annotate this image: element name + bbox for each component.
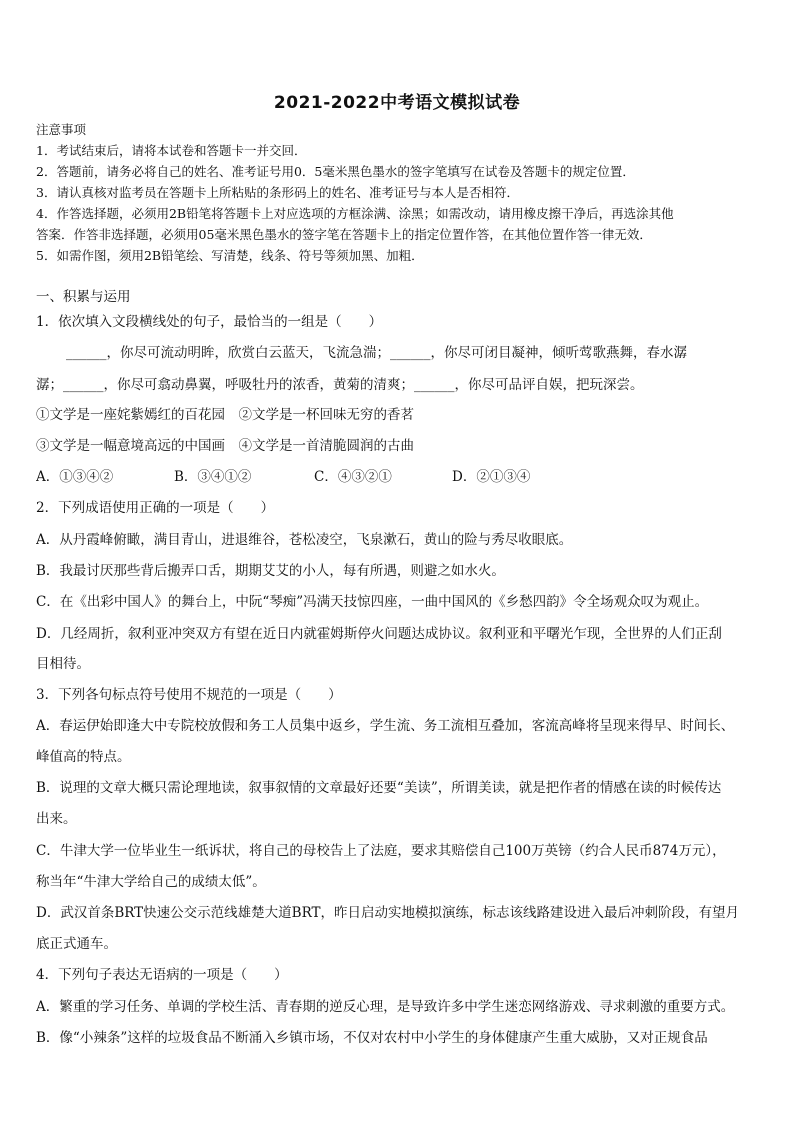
question-2-option-a[interactable]: A．从丹霞峰俯瞰，满目青山，进退维谷，苍松凌空，飞泉漱石，黄山的险与秀尽收眼底。: [36, 532, 573, 548]
notice-item: 2．答题前，请务必将自己的姓名、准考证号用0．5毫米黑色墨水的签字笔填写在试卷及答题卡的规定位置．: [36, 164, 635, 179]
question-3-stem: 3．下列各句标点符号使用不规范的一项是（ ）: [36, 687, 342, 703]
question-3-option-d[interactable]: D．武汉首条BRT快速公交示范线雄楚大道BRT，昨日启动实地模拟演练，标志该线路建设进入最后冲刺阶段，有望月: [36, 905, 740, 921]
notice-heading: 注意事项: [36, 122, 87, 137]
question-3-option-a-cont: 峰值高的特点。: [36, 749, 131, 765]
question-4-stem: 4．下列句子表达无语病的一项是（ ）: [36, 967, 288, 983]
notice-item: 1．考试结束后，请将本试卷和答题卡一并交回．: [36, 143, 307, 158]
question-3-option-b[interactable]: B．说理的文章大概只需论理地读，叙事叙情的文章最好还要“美读”，所谓美读，就是把作者的情感在读的时候传达: [36, 780, 722, 796]
choice-c[interactable]: C．④③②①: [314, 469, 392, 485]
section-heading: 一、积累与运用: [36, 289, 131, 305]
question-3-option-c-cont: 称当年“牛津大学给自己的成绩太低”。: [36, 874, 266, 890]
question-2-option-c[interactable]: C．在《出彩中国人》的舞台上，中阮“琴痴”冯满天技惊四座，一曲中国风的《乡愁四韵》令全场观众叹为观止。: [36, 594, 709, 610]
question-1-sentence-options: ③文学是一幅意境高远的中国画 ④文学是一首清脆圆润的古曲: [36, 438, 414, 454]
question-1-passage-line: ______，你尽可流动明眸，欣赏白云蓝天，飞流急湍；______，你尽可闭目凝神，倾听莺歌燕舞，春水潺: [66, 345, 687, 361]
question-1-stem: 1．依次填入文段横线处的句子，最恰当的一组是（ ）: [36, 314, 383, 330]
question-4-option-a[interactable]: A．繁重的学习任务、单调的学校生活、青春期的逆反心理，是导致许多中学生迷恋网络游戏、寻求刺激的重要方式。: [36, 999, 735, 1015]
question-3-option-b-cont: 出来。: [36, 811, 77, 827]
question-3-option-a[interactable]: A．春运伊始即逢大中专院校放假和务工人员集中返乡，学生流、务工流相互叠加，客流高峰将呈现来得早、时间长、: [36, 718, 735, 734]
question-1-choices: [36, 467, 760, 487]
choice-a[interactable]: A．①③④②: [36, 469, 114, 485]
question-1-passage-line: 潺；______，你尽可翕动鼻翼，呼吸牡丹的浓香，黄菊的清爽；______，你尽可品评自娱，把玩深尝。: [36, 377, 644, 393]
exam-title: 2021-2022中考语文模拟试卷: [273, 93, 521, 113]
notice-item: 4．作答选择题，必须用2B铅笔将答题卡上对应选项的方框涂满、涂黑；如需改动，请用橡皮擦干净后，再选涂其他: [36, 206, 674, 221]
choice-b[interactable]: B．③④①②: [174, 469, 252, 485]
question-2-option-b[interactable]: B．我最讨厌那些背后搬弄口舌，期期艾艾的小人，每有所遇，则避之如水火。: [36, 563, 505, 579]
question-4-option-b[interactable]: B．像“小辣条”这样的垃圾食品不断涌入乡镇市场，不仅对农村中小学生的身体健康产生重大威胁，又对正规食品: [36, 1030, 708, 1046]
question-2-stem: 2．下列成语使用正确的一项是（ ）: [36, 500, 275, 516]
notice-item: 5．如需作图，须用2B铅笔绘、写清楚，线条、符号等须加黑、加粗．: [36, 248, 424, 263]
question-2-option-d-cont: 目相待。: [36, 656, 90, 672]
question-3-option-d-cont: 底正式通车。: [36, 936, 117, 952]
question-1-sentence-options: ①文学是一座姹紫嫣红的百花园 ②文学是一杯回味无穷的香茗: [36, 407, 414, 423]
choice-d[interactable]: D．②①③④: [452, 469, 531, 485]
notice-item: 答案．作答非选择题，必须用05毫米黑色墨水的签字笔在答题卡上的指定位置作答，在其他位置作答一律无效．: [36, 227, 652, 242]
question-2-option-d[interactable]: D．几经周折，叙利亚冲突双方有望在近日内就霍姆斯停火问题达成协议。叙利亚和平曙光乍现，全世界的人们正刮: [36, 626, 722, 642]
notice-item: 3．请认真核对监考员在答题卡上所粘贴的条形码上的姓名、准考证号与本人是否相符．: [36, 185, 519, 200]
question-3-option-c[interactable]: C．牛津大学一位毕业生一纸诉状，将自己的母校告上了法庭，要求其赔偿自己100万英镑（约合人民币874万元），: [36, 843, 726, 859]
